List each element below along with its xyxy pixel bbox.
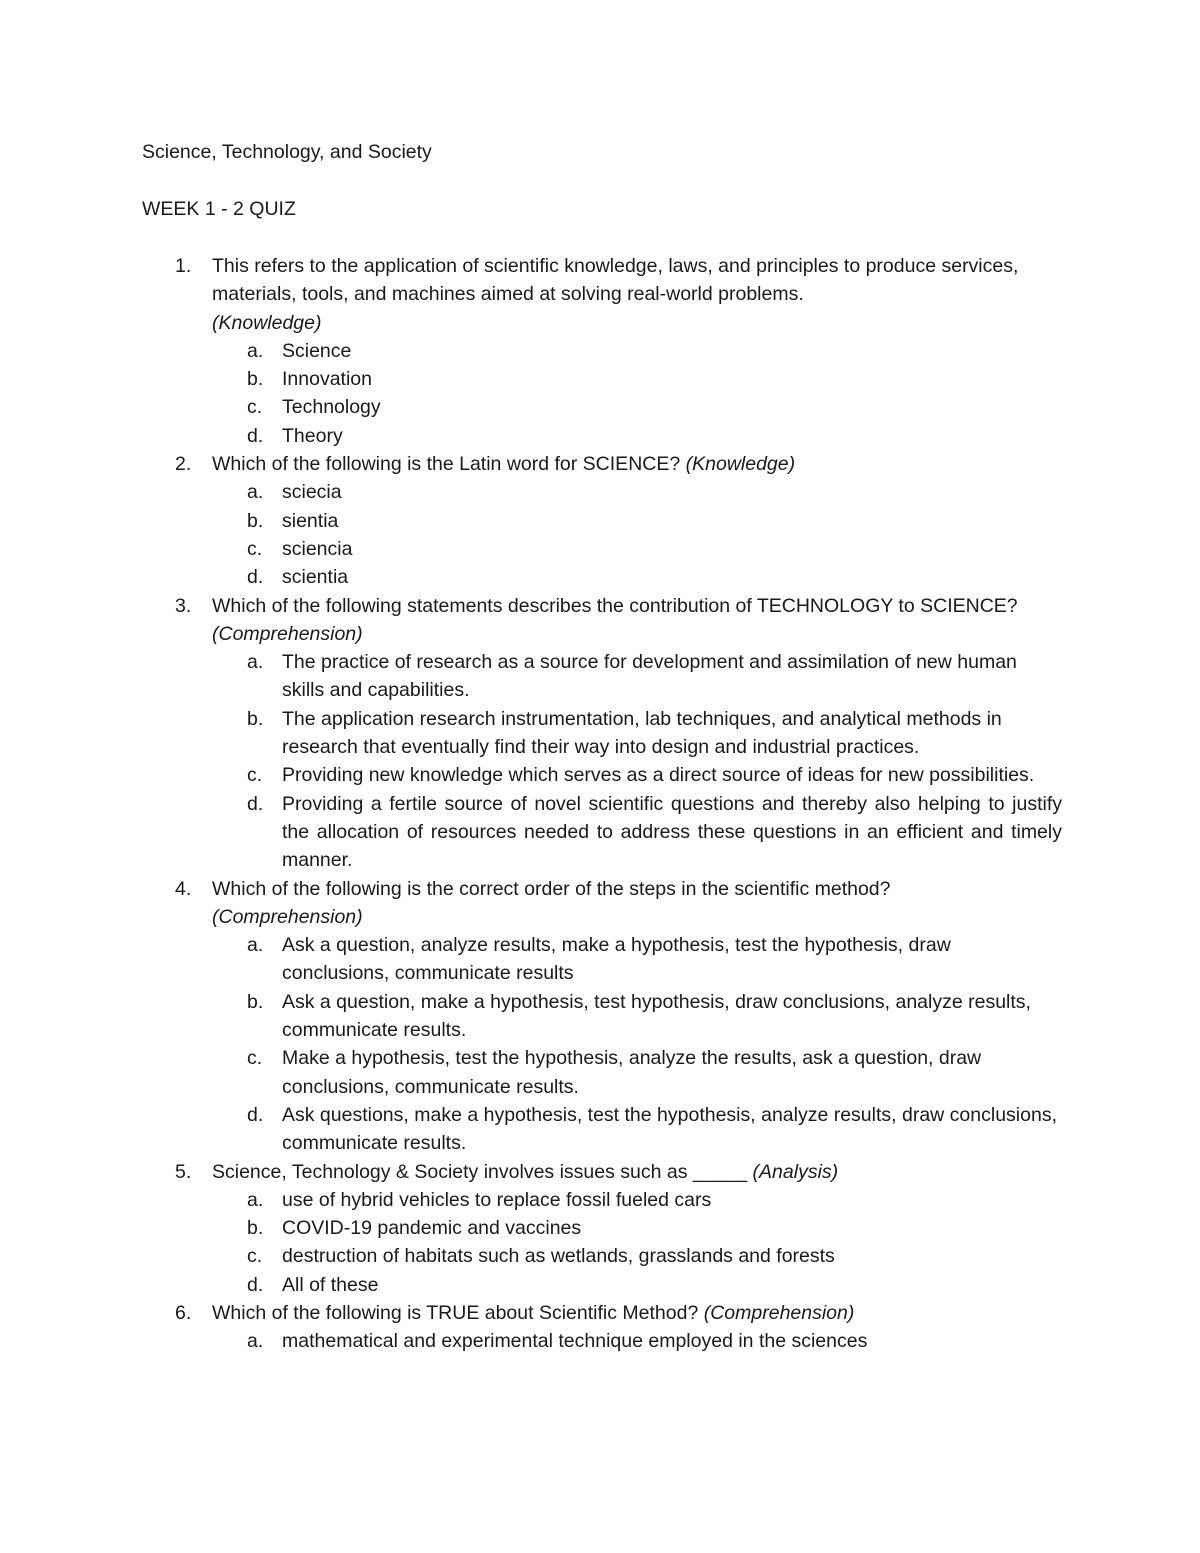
option-letter: a. bbox=[247, 651, 264, 674]
question-1 bbox=[142, 252, 1062, 450]
option-a bbox=[212, 478, 1062, 506]
question-number: 2. bbox=[175, 453, 192, 476]
quiz-title: WEEK 1 - 2 QUIZ bbox=[142, 198, 296, 220]
option-a bbox=[212, 648, 1062, 705]
option-a bbox=[212, 1327, 1062, 1355]
option-text: The practice of research as a source for development and assimilation of new human skills and capabilities. bbox=[282, 651, 1017, 702]
option-letter: c. bbox=[247, 1245, 263, 1268]
question-stem: Science, Technology & Society involves issues such as _____ bbox=[212, 1160, 748, 1183]
question-level: (Comprehension) bbox=[212, 905, 363, 928]
option-letter: b. bbox=[247, 990, 264, 1013]
question-number: 4. bbox=[175, 877, 192, 900]
option-text: Providing new knowledge which serves as a direct source of ideas for new possibilities. bbox=[282, 764, 1035, 787]
question-level: (Comprehension) bbox=[212, 622, 363, 645]
option-text: Innovation bbox=[282, 368, 372, 391]
option-text: Technology bbox=[282, 396, 381, 419]
option-text: Theory bbox=[282, 424, 343, 447]
question-number: 5. bbox=[175, 1160, 192, 1183]
option-d bbox=[212, 563, 1062, 591]
question-text bbox=[212, 875, 1062, 932]
option-d bbox=[212, 790, 1062, 875]
option-letter: a. bbox=[247, 1188, 264, 1211]
option-letter: a. bbox=[247, 934, 264, 957]
option-c bbox=[212, 535, 1062, 563]
option-list bbox=[212, 1186, 1062, 1299]
option-text: Make a hypothesis, test the hypothesis, analyze the results, ask a question, draw conclusions, communicate results. bbox=[282, 1047, 982, 1098]
question-text bbox=[212, 1299, 1062, 1327]
option-letter: b. bbox=[247, 707, 264, 730]
option-text: Ask questions, make a hypothesis, test the hypothesis, analyze results, draw conclusions, communicate results. bbox=[282, 1103, 1057, 1155]
option-text: sciencia bbox=[282, 537, 353, 560]
option-text: destruction of habitats such as wetlands, grasslands and forests bbox=[282, 1245, 835, 1268]
option-c bbox=[212, 761, 1062, 789]
option-letter: c. bbox=[247, 396, 263, 419]
option-list bbox=[212, 337, 1062, 450]
option-letter: b. bbox=[247, 368, 264, 391]
option-text: Providing a fertile source of novel scientific questions and thereby also helping to justify the allocation of resources needed to address these questions in an efficient and timely manner. bbox=[282, 792, 1062, 872]
option-letter: a. bbox=[247, 481, 264, 504]
option-letter: a. bbox=[247, 1330, 264, 1353]
question-5 bbox=[142, 1158, 1062, 1299]
option-text: COVID-19 pandemic and vaccines bbox=[282, 1217, 582, 1240]
question-text bbox=[212, 450, 1062, 478]
question-number: 1. bbox=[175, 255, 192, 277]
question-number: 3. bbox=[175, 594, 192, 617]
option-text: The application research instrumentation, lab techniques, and analytical methods in research that eventually find their way into design and industrial practices. bbox=[282, 707, 1002, 759]
option-letter: d. bbox=[247, 792, 264, 815]
question-level: (Comprehension) bbox=[703, 1301, 855, 1324]
option-list bbox=[212, 478, 1062, 591]
option-text: use of hybrid vehicles to replace fossil fueled cars bbox=[282, 1188, 712, 1211]
option-b bbox=[212, 1214, 1062, 1242]
question-number: 6. bbox=[175, 1301, 192, 1324]
option-a bbox=[212, 931, 1062, 988]
option-d bbox=[212, 1271, 1062, 1299]
option-a bbox=[212, 1186, 1062, 1214]
option-text: sientia bbox=[282, 509, 339, 532]
option-text: Ask a question, make a hypothesis, test hypothesis, draw conclusions, analyze results, communicate results. bbox=[282, 990, 1031, 1042]
question-3 bbox=[142, 592, 1062, 875]
course-title: Science, Technology, and Society bbox=[142, 141, 432, 163]
question-text bbox=[212, 592, 1062, 649]
option-b bbox=[212, 988, 1062, 1045]
option-b bbox=[212, 365, 1062, 393]
option-text: All of these bbox=[282, 1273, 379, 1296]
question-stem: Which of the following is TRUE about Scientific Method? bbox=[212, 1301, 699, 1324]
option-list bbox=[212, 931, 1062, 1157]
option-text: scientia bbox=[282, 566, 349, 589]
question-stem: Which of the following is the correct order of the steps in the scientific method? bbox=[212, 877, 891, 900]
option-letter: b. bbox=[247, 509, 264, 532]
option-letter: d. bbox=[247, 1273, 264, 1296]
question-text bbox=[212, 1158, 1062, 1186]
option-letter: c. bbox=[247, 1047, 263, 1070]
option-text: sciecia bbox=[282, 481, 342, 504]
option-text: mathematical and experimental technique employed in the sciences bbox=[282, 1330, 868, 1353]
question-level: (Knowledge) bbox=[685, 453, 796, 476]
document-body bbox=[142, 138, 1062, 1356]
question-text bbox=[212, 252, 1062, 337]
option-letter: d. bbox=[247, 566, 264, 589]
option-d bbox=[212, 1101, 1062, 1158]
option-c bbox=[212, 1242, 1062, 1270]
option-d bbox=[212, 422, 1062, 450]
option-c bbox=[212, 393, 1062, 421]
option-letter: d. bbox=[247, 424, 264, 447]
option-letter: c. bbox=[247, 764, 263, 787]
option-list bbox=[212, 1327, 1062, 1355]
option-letter: c. bbox=[247, 537, 263, 560]
question-stem: This refers to the application of scientific knowledge, laws, and principles to produce services, materials, tools, and machines aimed at solving real-world problems. bbox=[212, 255, 1019, 306]
option-b bbox=[212, 507, 1062, 535]
option-letter: a. bbox=[247, 339, 264, 362]
question-2 bbox=[142, 450, 1062, 591]
question-4 bbox=[142, 875, 1062, 1158]
question-level: (Analysis) bbox=[752, 1160, 839, 1183]
option-text: Science bbox=[282, 339, 352, 362]
question-level: (Knowledge) bbox=[212, 311, 322, 334]
option-list bbox=[212, 648, 1062, 874]
option-c bbox=[212, 1044, 1062, 1101]
option-b bbox=[212, 705, 1062, 762]
option-a bbox=[212, 337, 1062, 365]
question-6 bbox=[142, 1299, 1062, 1356]
question-stem: Which of the following statements describes the contribution of TECHNOLOGY to SCIENCE? bbox=[212, 594, 1018, 617]
option-letter: d. bbox=[247, 1103, 264, 1126]
question-list bbox=[142, 252, 1062, 1356]
question-stem: Which of the following is the Latin word for SCIENCE? bbox=[212, 453, 681, 476]
option-letter: b. bbox=[247, 1217, 264, 1240]
option-text: Ask a question, analyze results, make a hypothesis, test the hypothesis, draw conclusions, communicate results bbox=[282, 934, 951, 985]
